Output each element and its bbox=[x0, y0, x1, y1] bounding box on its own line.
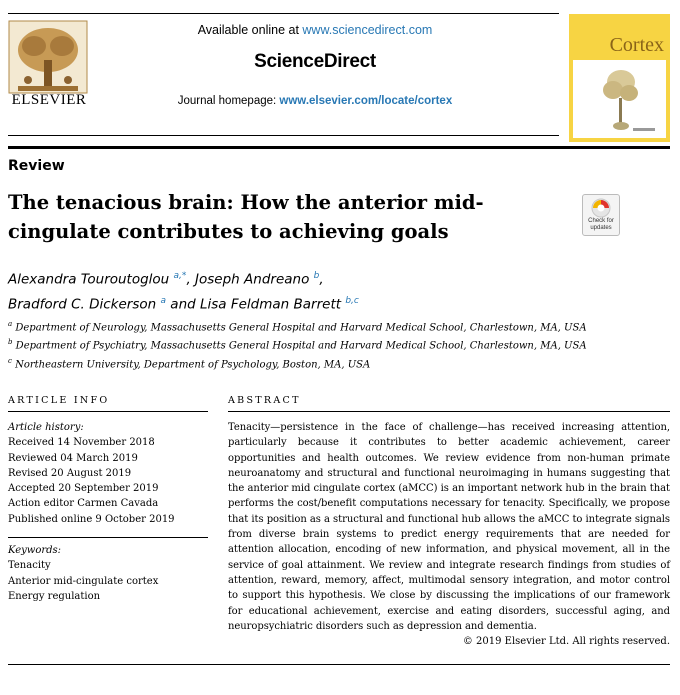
check-updates-label bbox=[583, 218, 619, 231]
affiliation-key: b bbox=[8, 338, 13, 347]
affiliation-text: Department of Psychiatry, Massachusetts General Hospital and Harvard Medical School, Charlestown, MA, USA bbox=[15, 340, 587, 352]
cover-plant-icon bbox=[573, 60, 666, 138]
header-bottom-rule bbox=[8, 135, 559, 136]
journal-homepage-prefix: Journal homepage: bbox=[177, 95, 277, 107]
article-history bbox=[8, 420, 218, 527]
keyword-item[interactable]: Tenacity bbox=[8, 560, 51, 572]
author-affiliation-marker[interactable]: a bbox=[160, 295, 166, 306]
check-updates-line1: Check for bbox=[588, 218, 614, 224]
journal-homepage bbox=[100, 95, 530, 107]
check-updates-icon bbox=[591, 198, 611, 218]
affiliation-key: a bbox=[8, 320, 13, 328]
publisher-name: ELSEVIER bbox=[11, 92, 87, 108]
sciencedirect-link[interactable]: www.sciencedirect.com bbox=[302, 23, 433, 37]
abstract-text: Tenacity—persistence in the face of challenge—has received increasing attention, particularly because it contributes to better academic achievement, career opportunities and health outcomes. We review evidence from non-human primate neuroanatomy and structural and functional neuroimaging in humans suggesting that the anterior mid cingulate cortex (aMCC) is an important network hub in the brain that performs the cost/benefit computations necessary for tenacity. Specifically, we propose that its position as a structural and functional hub allows the aMCC to integrate signals from diverse brain systems to predict energy requirements that are needed for attention allocation, encoding of new information, and physical movement, all in the service of goal attainment. We review and integrate research findings from studies of attention, reward, memory, affect, multimodal sensory integration, and motor control to support this hypothesis. We close by discussing the implications of our framework for educational achievement, exercise and eating disorders, successful aging, and neuropsychiatric disorders such as depression and dementia. bbox=[228, 422, 670, 632]
author-name[interactable]: Alexandra Touroutoglou bbox=[8, 271, 170, 288]
history-item: Action editor Carmen Cavada bbox=[8, 498, 159, 510]
affiliation-item bbox=[8, 335, 648, 353]
cover-journal-title: Cortex bbox=[609, 34, 664, 56]
author-name[interactable]: Bradford C. Dickerson bbox=[8, 296, 157, 312]
keywords bbox=[8, 543, 218, 604]
affiliation-item bbox=[8, 354, 648, 372]
affiliation-text: Department of Neurology, Massachusetts General Hospital and Harvard Medical School, Charlestown, MA, USA bbox=[15, 322, 587, 334]
author-affiliation-marker[interactable]: a,* bbox=[173, 271, 187, 281]
check-updates-line2: updates bbox=[590, 224, 612, 231]
article-info-heading: ARTICLE INFO bbox=[8, 395, 110, 406]
copyright-notice: © 2019 Elsevier Ltd. All rights reserved. bbox=[462, 636, 670, 647]
author-name[interactable]: Lisa Feldman Barrett bbox=[199, 296, 342, 312]
available-prefix: Available online at bbox=[197, 23, 299, 37]
abstract-heading: ABSTRACT bbox=[228, 395, 301, 406]
keyword-item[interactable]: Energy regulation bbox=[8, 590, 101, 602]
abstract-rule bbox=[228, 411, 670, 412]
author-affiliation-marker[interactable]: b,c bbox=[345, 295, 359, 306]
check-for-updates-badge[interactable] bbox=[582, 194, 620, 236]
journal-homepage-link[interactable]: www.elsevier.com/locate/cortex bbox=[279, 95, 453, 107]
history-item: Received 14 November 2018 bbox=[8, 437, 155, 449]
available-online bbox=[100, 23, 530, 37]
article-type: Review bbox=[8, 158, 65, 174]
bottom-rule bbox=[8, 664, 670, 665]
author-name[interactable]: Joseph Andreano bbox=[195, 271, 310, 288]
affiliation-text: Northeastern University, Department of Psychology, Boston, MA, USA bbox=[15, 358, 371, 370]
history-item: Accepted 20 September 2019 bbox=[8, 483, 159, 495]
affiliations bbox=[8, 317, 648, 372]
keyword-item[interactable]: Anterior mid-cingulate cortex bbox=[8, 575, 159, 587]
article-info-rule bbox=[8, 411, 208, 412]
header-top-rule bbox=[8, 13, 559, 14]
author-separator: , bbox=[319, 271, 324, 288]
affiliation-key: c bbox=[8, 356, 12, 365]
header-thick-rule bbox=[8, 146, 670, 149]
history-item: Reviewed 04 March 2019 bbox=[8, 452, 138, 464]
affiliation-item bbox=[8, 317, 648, 335]
author-separator: and bbox=[166, 296, 200, 312]
history-item: Revised 20 August 2019 bbox=[8, 467, 132, 479]
author-list bbox=[8, 266, 568, 315]
author-affiliation-marker[interactable]: b bbox=[313, 271, 320, 281]
keywords-rule bbox=[8, 537, 208, 538]
history-item: Published online 9 October 2019 bbox=[8, 513, 175, 525]
journal-cover-image[interactable] bbox=[569, 14, 670, 142]
article-title: The tenacious brain: How the anterior mid-cingulate contributes to achieving goals bbox=[8, 191, 484, 243]
author-separator: , bbox=[186, 271, 196, 288]
article-history-label: Article history: bbox=[8, 422, 84, 433]
keywords-label: Keywords: bbox=[8, 545, 62, 556]
cover-artwork bbox=[573, 60, 666, 138]
sciencedirect-title: ScienceDirect bbox=[254, 51, 376, 72]
